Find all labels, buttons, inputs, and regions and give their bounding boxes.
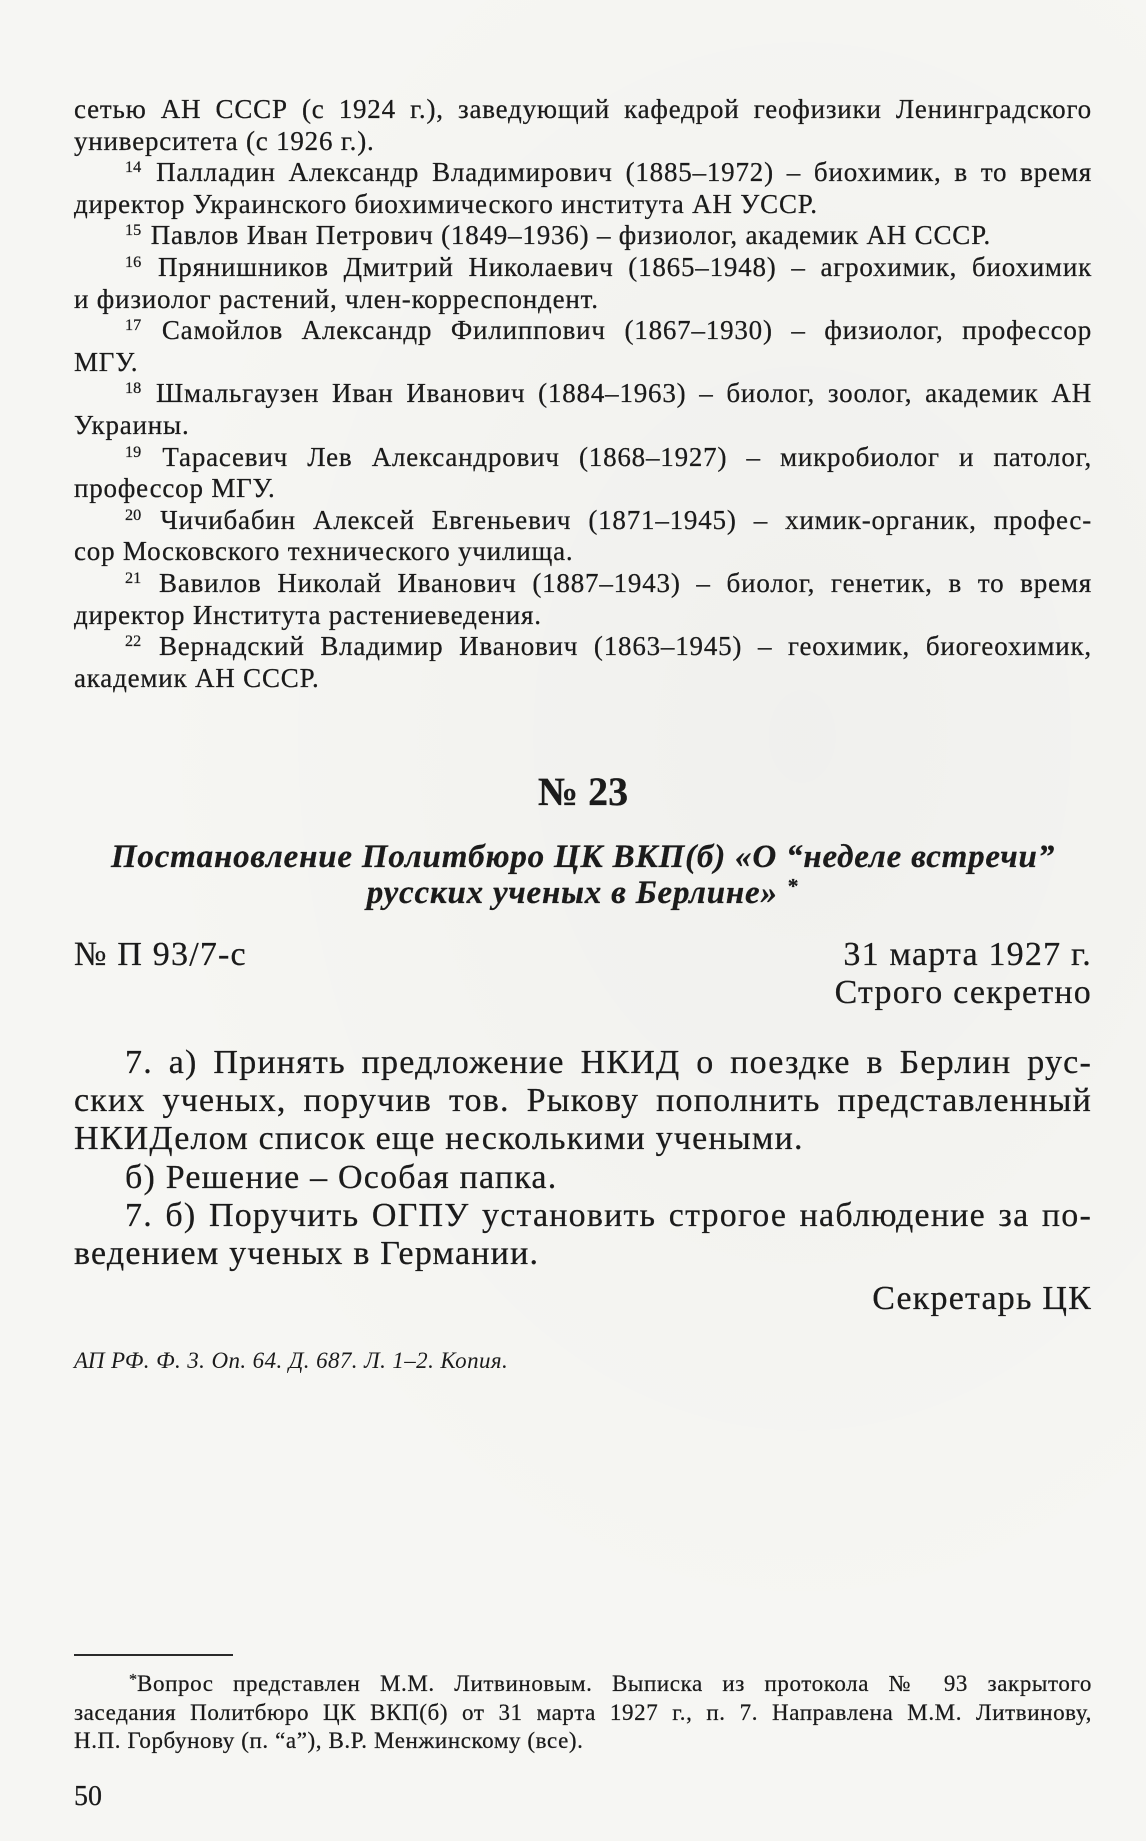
document-number: № 23 — [537, 769, 629, 814]
footnote-text: Прянишников Дмитрий Николаевич (1865–1948) – агрохимик, биохимик — [157, 251, 1092, 282]
footnote-number: 20 — [125, 505, 142, 524]
footnote-text: Палладин Александр Владимирович (1885–1972) – биохимик, в то время — [156, 157, 1092, 188]
document-meta — [74, 936, 1092, 1012]
resolution-paragraph — [74, 1159, 1092, 1197]
signature-title: Секретарь ЦК — [872, 1280, 1092, 1317]
title-line — [74, 875, 1092, 911]
footnote-number: 16 — [125, 253, 142, 272]
footnote-line: академик АН СССР. — [74, 662, 320, 693]
footnotes-section — [74, 94, 1092, 694]
footnote-17 — [74, 315, 1092, 378]
footnote-line: сор Московского технического училища. — [74, 536, 574, 567]
footnote-21 — [74, 568, 1092, 631]
classification-mark: Строго секретно — [834, 974, 1092, 1011]
footnote-line: профессор МГУ. — [74, 473, 276, 504]
resolution-body — [74, 1044, 1092, 1273]
page-footnote-mark: * — [129, 1671, 138, 1689]
footnote-line — [74, 505, 1092, 537]
footnote-number: 19 — [125, 442, 142, 461]
footnote-separator — [74, 1654, 233, 1656]
footnote-line — [74, 315, 1092, 347]
footnote-text: Павлов Иван Петрович (1849–1936) – физиолог, академик АН СССР. — [150, 220, 992, 251]
footnote-19 — [74, 442, 1092, 505]
resolution-line: НКИДелом список еще несколькими учеными. — [74, 1120, 804, 1158]
page-number: 50 — [74, 1781, 102, 1812]
resolution-line: 7. а) Принять предложение НКИД о поездке в Берлин рус- — [125, 1044, 1092, 1081]
page-footnote-line — [74, 1670, 1092, 1699]
footnote-number: 15 — [125, 221, 142, 240]
footnote-line — [74, 568, 1092, 600]
footnote-line — [74, 220, 1092, 252]
footnote-number: 21 — [125, 569, 142, 587]
title-footnote-mark: * — [787, 874, 800, 899]
footnote-text: Шмальгаузен Иван Иванович (1884–1963) – биолог, зоолог, академик АН — [156, 378, 1092, 409]
footnote-line: директор Украинского биохимического института АН УССР. — [74, 188, 818, 219]
footnote-line: директор Института растениеведения. — [74, 599, 542, 630]
document-title — [74, 839, 1092, 911]
footnote-line — [74, 252, 1092, 284]
footnote-text: Самойлов Александр Филиппович (1867–1930) – физиолог, профессор — [161, 315, 1092, 346]
title-text: русских ученых в Берлине» — [366, 875, 778, 911]
footnote-text: Вавилов Николай Иванович (1887–1943) – биолог, генетик, в то время — [159, 567, 1092, 598]
page-footnote — [74, 1670, 1092, 1756]
resolution-paragraph — [74, 1197, 1092, 1273]
footnote-line: МГУ. — [74, 346, 139, 377]
footnote-text: Вернадский Владимир Иванович (1863–1945) – геохимик, биогеохимик, — [158, 631, 1092, 662]
page-footnote-text: Вопрос представлен М.М. Литвиновым. Выписка из протокола № 93 закрытого — [137, 1671, 1092, 1696]
archive-reference: АП РФ. Ф. 3. Оп. 64. Д. 687. Л. 1–2. Копия. — [74, 1348, 509, 1373]
footnote-line: университета (с 1926 г.). — [74, 125, 375, 156]
footnote-number: 14 — [125, 158, 142, 177]
resolution-line: ских ученых, поручив тов. Рыкову пополнить представленный — [74, 1082, 1092, 1120]
meta-row — [74, 936, 1092, 974]
footnote-text: Чичибабин Алексей Евгеньевич (1871–1945) – химик-органик, профес- — [160, 504, 1092, 535]
footnote-line — [74, 631, 1092, 663]
title-line: Постановление Политбюро ЦК ВКП(б) «О “неделе встречи” — [110, 839, 1056, 875]
footnote-14 — [74, 157, 1092, 220]
footnote-18 — [74, 378, 1092, 441]
protocol-number: № П 93/7-с — [74, 936, 247, 973]
footnote-number: 17 — [125, 316, 142, 335]
footnote-number: 22 — [125, 632, 142, 651]
footnote-line — [74, 378, 1092, 410]
resolution-paragraph — [74, 1044, 1092, 1159]
footnote-text: Тарасевич Лев Александрович (1868–1927) – микробиолог и патолог, — [162, 441, 1092, 472]
footnote-line — [74, 442, 1092, 474]
footnote-line: и физиолог растений, член-корреспондент. — [74, 283, 599, 314]
footnote-number: 18 — [125, 379, 142, 398]
resolution-line: б) Решение – Особая папка. — [125, 1158, 558, 1196]
footnote-continued — [74, 94, 1092, 157]
resolution-line: 7. б) Поручить ОГПУ установить строгое наблюдение за по- — [125, 1196, 1092, 1234]
footnote-20 — [74, 505, 1092, 568]
document-date: 31 марта 1927 г. — [843, 936, 1092, 973]
page-footnote-line: Н.П. Горбунову (п. “а”), В.Р. Менжинскому (все). — [74, 1728, 584, 1753]
page-footnote-line: заседания Политбюро ЦК ВКП(б) от 31 марта 1927 г., п. 7. Направлена М.М. Литвинову, — [74, 1699, 1092, 1725]
footnote-16 — [74, 252, 1092, 315]
footnote-line: сетью АН СССР (с 1924 г.), заведующий кафедрой геофизики Ленинградского — [74, 94, 1092, 124]
footnote-15 — [74, 220, 1092, 252]
resolution-line: ведением ученых в Германии. — [74, 1235, 540, 1273]
footnote-line — [74, 157, 1092, 189]
footnote-22 — [74, 631, 1092, 694]
footnote-line: Украины. — [74, 409, 190, 440]
